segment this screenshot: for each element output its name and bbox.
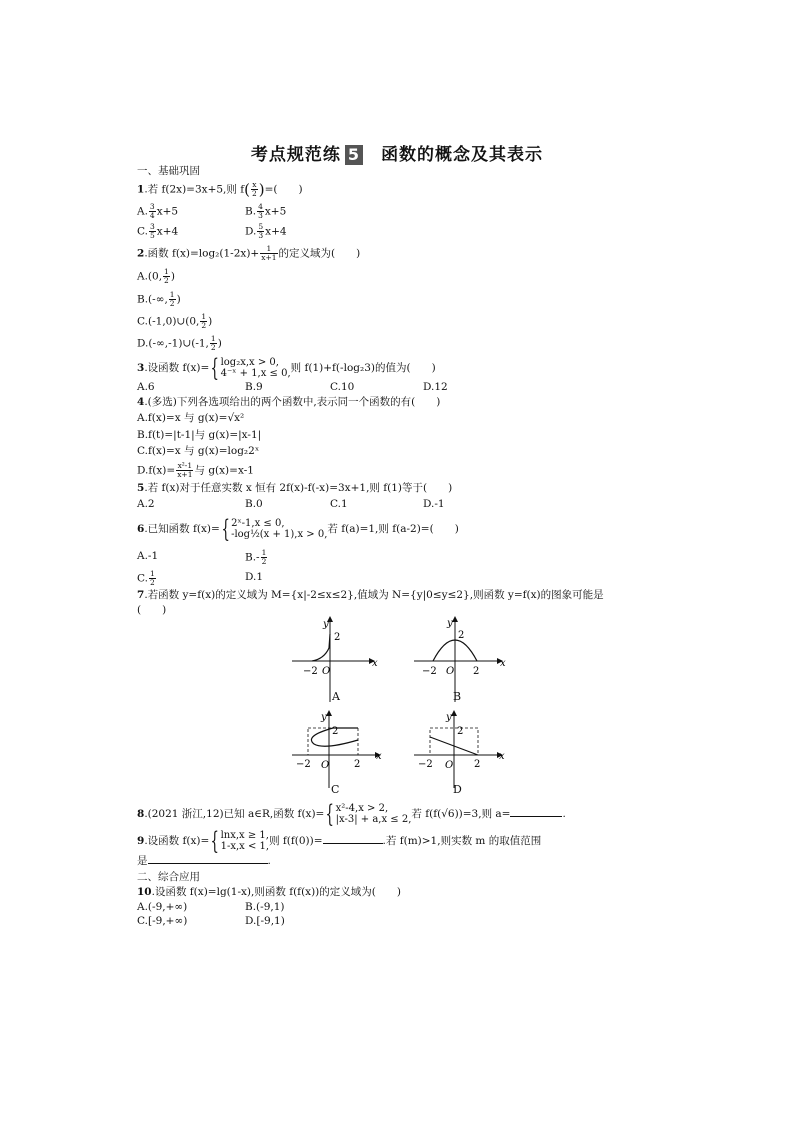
- question-3: 3.设函数 f(x)={ log₂x,x > 0, 4⁻ˣ + 1,x ≤ 0, 则 f(1)+f(-log₂3)的值为( ): [137, 354, 436, 382]
- option-10b: B.(-9,1): [245, 901, 285, 913]
- origin-label: O: [445, 760, 454, 771]
- option-4d: D.f(x)= $\frac{\text{x²-1}}{x+1}$ 与 g(x)=x-1: [137, 461, 254, 479]
- option-4a: A.f(x)=x 与 g(x)=√x²: [137, 412, 245, 424]
- option-1b: B. $\frac{4}{3}$ x+5: [245, 202, 287, 220]
- question-number: 9: [137, 835, 145, 847]
- answer-blank[interactable]: [148, 852, 268, 864]
- section-heading-applied: 二、综合应用: [137, 871, 200, 883]
- piecewise-cases: 2ˣ-1,x ≤ 0, -log½(x + 1),x > 0,: [231, 518, 328, 540]
- x-tick-label: −2: [303, 666, 318, 677]
- question-number: 1: [137, 183, 145, 196]
- question-2: 2.函数 f(x)=log₂(1-2x)+ $\frac{1}{x+1}$ 的定义域为( ): [137, 244, 361, 262]
- x-axis-label: x: [499, 751, 505, 762]
- option-6b: B.- $\frac{1}{2}$: [245, 548, 267, 566]
- option-6a: A.-1: [137, 550, 159, 562]
- graph-a-label: A: [332, 690, 340, 703]
- option-1d: D. $\frac{5}{3}$ x+4: [245, 222, 287, 240]
- question-5: 5.若 f(x)对于任意实数 x 恒有 2f(x)-f(-x)=3x+1,则 f(1)等于( ): [137, 482, 453, 494]
- question-number: 5: [137, 482, 145, 494]
- option-2b: B.(-∞, $\frac{1}{2}$ ): [137, 290, 181, 308]
- question-number: 6: [137, 523, 145, 535]
- option-3a: A.6: [137, 381, 155, 393]
- piecewise-cases: x²-4,x > 2, |x-3| + a,x ≤ 2,: [335, 803, 412, 825]
- origin-label: O: [322, 666, 331, 677]
- option-10a: A.(-9,+∞): [137, 901, 188, 913]
- question-number: 2: [137, 247, 145, 260]
- y-tick-label: 2: [334, 632, 341, 643]
- question-9-line2: 是 .: [137, 852, 271, 868]
- y-axis-label: y: [447, 618, 453, 629]
- option-6c: C. $\frac{1}{2}$: [137, 569, 155, 587]
- option-10d: D.[-9,1): [245, 915, 285, 927]
- y-axis-label: y: [446, 712, 452, 723]
- graph-d: [410, 708, 520, 790]
- question-10: 10.设函数 f(x)=lg(1-x),则函数 f(f(x))的定义域为( ): [137, 886, 401, 898]
- x-tick-label: −2: [418, 759, 433, 770]
- question-number: 3: [137, 362, 145, 374]
- question-7: 7.若函数 y=f(x)的定义域为 M={x|-2≤x≤2},值域为 N={y|0≤y≤2},则函数 y=f(x)的图象可能是: [137, 589, 604, 601]
- option-3b: B.9: [245, 381, 263, 393]
- graph-c-label: C: [331, 783, 340, 796]
- option-5c: C.1: [330, 498, 348, 510]
- question-6: 6.已知函数 f(x)={ 2ˣ-1,x ≤ 0, -log½(x + 1),x > 0, 若 f(a)=1,则 f(a-2)=( ): [137, 515, 459, 543]
- x-tick-label: 2: [354, 759, 361, 770]
- graph-b: [410, 614, 520, 706]
- fraction: $\frac{x}{2}$: [251, 180, 257, 198]
- answer-blank[interactable]: [510, 805, 562, 817]
- option-10c: C.[-9,+∞): [137, 915, 188, 927]
- piecewise-cases: log₂x,x > 0, 4⁻ˣ + 1,x ≤ 0,: [220, 357, 291, 379]
- graph-d-label: D: [453, 783, 462, 796]
- question-number: 10: [137, 886, 152, 898]
- option-3c: C.10: [330, 381, 355, 393]
- option-6d: D.1: [245, 571, 264, 583]
- graph-c: [288, 708, 398, 790]
- function-curve: [312, 634, 330, 661]
- title-topic: 函数的概念及其表示: [381, 145, 544, 165]
- x-axis-label: x: [376, 751, 382, 762]
- question-number: 8: [137, 808, 145, 820]
- question-7-answer-paren: ( ): [137, 604, 167, 616]
- origin-label: O: [321, 760, 330, 771]
- page-title: [0, 140, 794, 165]
- x-tick-label: −2: [296, 759, 311, 770]
- y-tick-label: 2: [457, 726, 464, 737]
- question-8: 8.(2021 浙江,12)已知 a∈R,函数 f(x)={ x²-4,x > 2, |x-3| + a,x ≤ 2, 若 f(f(√6))=3,则 a= .: [137, 800, 566, 828]
- y-tick-label: 2: [332, 726, 339, 737]
- x-tick-label: −2: [422, 666, 437, 677]
- option-1a: A. $\frac{3}{4}$ x+5: [137, 202, 179, 220]
- answer-blank[interactable]: [323, 832, 383, 844]
- option-2a: A.(0, $\frac{1}{2}$ ): [137, 267, 175, 285]
- x-tick-label: 2: [474, 759, 481, 770]
- option-4c: C.f(x)=x 与 g(x)=log₂2ˣ: [137, 445, 260, 457]
- title-prefix: 考点规范练: [250, 145, 341, 165]
- question-number: 7: [137, 589, 145, 601]
- option-2d: D.(-∞,-1)∪(-1, $\frac{1}{2}$ ): [137, 334, 222, 352]
- option-5b: B.0: [245, 498, 263, 510]
- title-number-badge: 5: [345, 145, 363, 165]
- x-tick-label: 2: [473, 666, 480, 677]
- x-axis-label: x: [500, 658, 506, 669]
- question-4: 4.(多选)下列各选项给出的两个函数中,表示同一个函数的有( ): [137, 396, 441, 408]
- x-axis-label: x: [372, 658, 378, 669]
- option-5d: D.-1: [423, 498, 445, 510]
- y-tick-label: 2: [458, 630, 465, 641]
- y-axis-label: y: [321, 712, 327, 723]
- option-1c: C. $\frac{3}{5}$ x+4: [137, 222, 179, 240]
- graph-a: [288, 614, 398, 706]
- option-3d: D.12: [423, 381, 448, 393]
- question-number: 4: [137, 396, 145, 408]
- graph-b-label: B: [453, 690, 462, 703]
- question-9: 9.设函数 f(x)={ lnx,x ≥ 1, 1-x,x < 1, 则 f(f(0))= .若 f(m)>1,则实数 m 的取值范围: [137, 827, 542, 855]
- section-heading-basic: 一、基础巩固: [137, 165, 200, 177]
- piecewise-cases: lnx,x ≥ 1, 1-x,x < 1,: [220, 830, 270, 852]
- option-4b: B.f(t)=|t-1|与 g(x)=|x-1|: [137, 429, 262, 441]
- origin-label: O: [446, 666, 455, 677]
- option-2c: C.(-1,0)∪(0, $\frac{1}{2}$ ): [137, 312, 213, 330]
- question-1: 1.若 f(2x)=3x+5,则 f( $\frac{x}{2}$ )=( ): [137, 180, 303, 199]
- option-5a: A.2: [137, 498, 155, 510]
- y-axis-label: y: [323, 619, 329, 630]
